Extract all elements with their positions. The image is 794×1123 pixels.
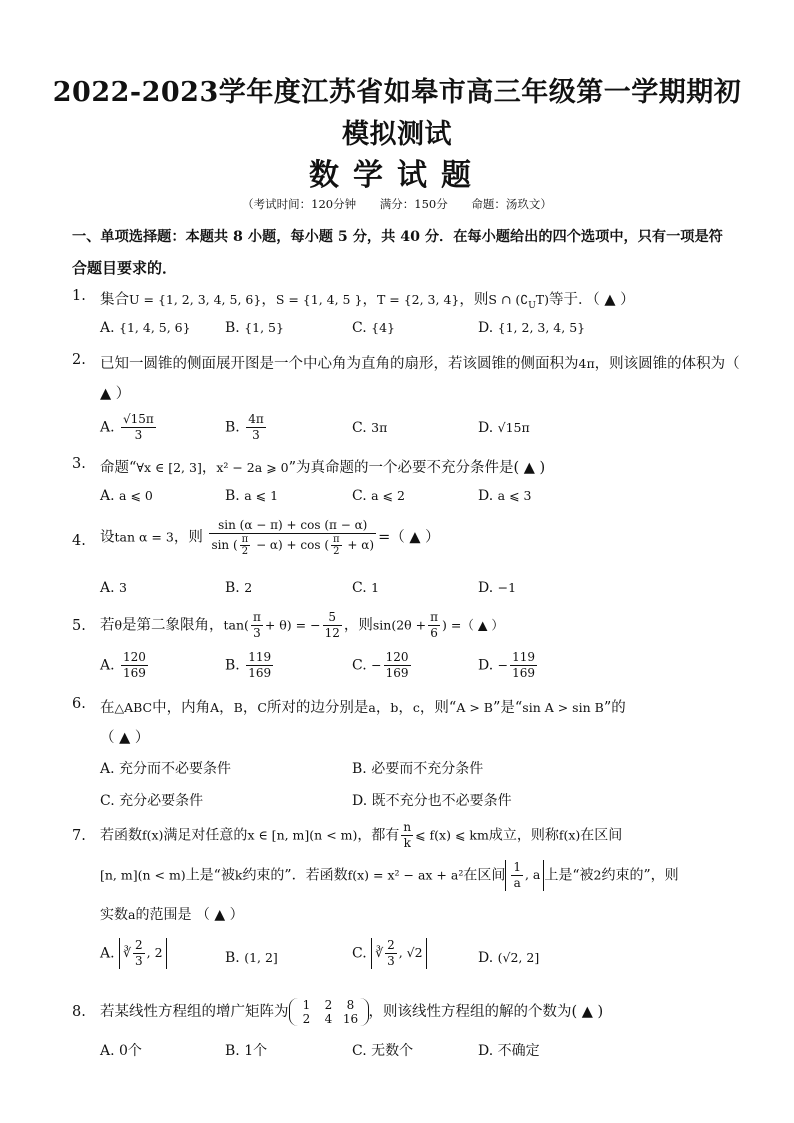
- question-number: 2.: [72, 352, 86, 368]
- option-c: C. {4}: [352, 320, 395, 336]
- full-score: 满分：150分: [379, 197, 448, 211]
- option-d: D. a ⩽ 3: [478, 488, 532, 504]
- option-c: C. − $\frac{120}{169}$: [352, 650, 409, 680]
- title-line1: 2022-2023学年度江苏省如皋市高三年级第一学期期初: [52, 77, 742, 108]
- option-d: D. {1, 2, 3, 4, 5}: [478, 320, 586, 336]
- option-b: B. {1, 5}: [225, 320, 284, 336]
- option-d: D. √15π: [478, 420, 530, 436]
- question-stem: 在△ABC中，内角A，B，C所对的边分别是a，b，c，则“A > B”是“sin A > sin B”的: [100, 700, 626, 716]
- subject-title: 数学试题: [309, 158, 485, 193]
- question-stem: 若θ是第二象限角，tan( $\frac{\pi}{3}$ + θ) = − $\frac{5}{12}$ ，则sin(2θ + $\frac{\pi}{6}$ ) =（ ▲ ）: [100, 610, 504, 640]
- exam-time: （考试时间：120分钟: [242, 197, 357, 211]
- option-c: C. 充分必要条件: [100, 793, 204, 809]
- question-number: 4.: [72, 533, 86, 549]
- option-b: B. a ⩽ 1: [225, 488, 279, 504]
- option-a: A. $\frac{√15\pi}{3}$: [100, 412, 154, 442]
- section1-line1: 一、单项选择题：本题共 8 小题，每小题 5 分，共 40 分．在每小题给出的四个选项中，只有一项是符: [72, 229, 723, 245]
- author: 命题：汤玖文）: [471, 197, 552, 211]
- section1-line2: 合题目要求的．: [72, 259, 178, 277]
- option-d: D. 既不充分也不必要条件: [352, 793, 512, 809]
- option-a: A. {1, 4, 5, 6}: [100, 320, 191, 336]
- question-stem: 若函数f(x)满足对任意的x ∈ [n, m](n < m)，都有 $\frac{n}{k}$ ⩽ f(x) ⩽ km成立，则称f(x)在区间: [100, 820, 623, 850]
- option-d: D. −1: [478, 580, 517, 596]
- option-c: C. a ⩽ 2: [352, 488, 405, 504]
- option-a: A. 0个: [100, 1043, 142, 1059]
- option-b: B. 必要而不充分条件: [352, 761, 484, 777]
- option-b: B. $\frac{119}{169}$: [225, 650, 272, 680]
- question-number: 3.: [72, 456, 86, 472]
- option-b: B. 2: [225, 580, 253, 596]
- question-stem: 命题“∀x ∈ [2, 3]，x² − 2a ⩾ 0”为真命题的一个必要不充分条件是( ▲ ): [100, 460, 546, 476]
- question-stem: 已知一圆锥的侧面展开图是一个中心角为直角的扇形，若该圆锥的侧面积为4π，则该圆锥的体积为（: [100, 356, 740, 372]
- option-c: C. 3π: [352, 420, 388, 436]
- title-line2: 模拟测试: [342, 119, 452, 150]
- question-number: 6.: [72, 696, 86, 712]
- option-c: C. 无数个: [352, 1043, 414, 1059]
- option-c: C. 1: [352, 580, 380, 596]
- option-a: A. 3: [100, 580, 127, 596]
- question-stem-line3: 实数a的范围是 （ ▲ ）: [100, 907, 244, 923]
- option-d: D. − $\frac{119}{169}$: [478, 650, 536, 680]
- question-number: 1.: [72, 288, 86, 304]
- option-d: D. 不确定: [478, 1043, 540, 1059]
- question-stem: 集合U = {1, 2, 3, 4, 5, 6}，S = {1, 4, 5 }，T = {2, 3, 4}，则S ∩ $(∁_UT)$等于．（ ▲ ）: [100, 292, 635, 311]
- question-number: 8.: [72, 1004, 86, 1020]
- question-stem-line2: ▲ ）: [100, 386, 131, 402]
- question-number: 7.: [72, 828, 86, 844]
- option-a: A. ∛ $\frac{2}{3}$ , 2: [100, 938, 167, 969]
- question-stem-line2: （ ▲ ）: [100, 730, 150, 746]
- option-b: B. $\frac{4\pi}{3}$: [225, 412, 264, 442]
- option-d: D. (√2, 2]: [478, 950, 540, 966]
- option-b: B. 1个: [225, 1043, 268, 1059]
- option-a: A. 充分而不必要条件: [100, 761, 232, 777]
- option-a: A. a ⩽ 0: [100, 488, 153, 504]
- question-stem: 若某线性方程组的增广矩阵为 1 2 8 2 4 16 ，则该线性方程组的解的个数为( ▲ ): [100, 998, 604, 1026]
- option-c: C. ∛ $\frac{2}{3}$ , √2: [352, 938, 427, 969]
- section1-instructions: [72, 222, 732, 284]
- exam-info: [0, 196, 794, 212]
- question-stem-line2: [n, m](n < m)上是“被k约束的”．若函数f(x) = x² − ax + a²在区间 $\frac{1}{a}$ , a 上是“被2约束的”，则: [100, 860, 679, 890]
- option-b: B. (1, 2]: [225, 950, 278, 966]
- option-a: A. $\frac{120}{169}$: [100, 650, 146, 680]
- augmented-matrix: 1 2 8 2 4 16: [289, 998, 369, 1026]
- question-stem: 设tan α = 3，则 sin (α − π) + cos (π − α) sin ( $\frac{\pi}{2}$ − α) + cos ( $\frac{\pi}{2}$ + α) =（ ▲ ）: [100, 518, 440, 557]
- question-number: 5.: [72, 618, 86, 634]
